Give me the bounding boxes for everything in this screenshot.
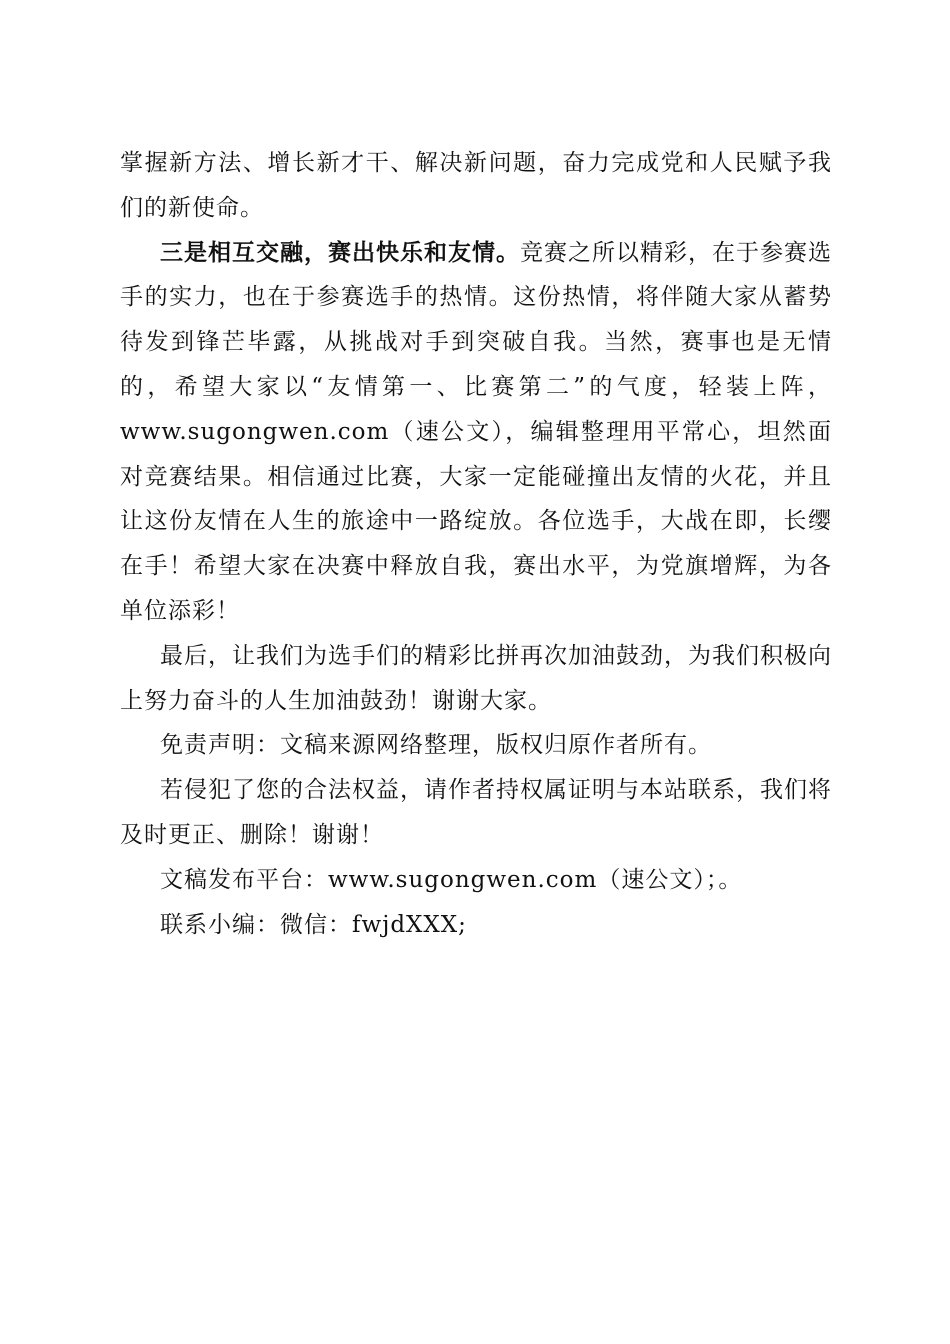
paragraph-publish-platform — [120, 858, 832, 903]
paragraph-text: 最后，让我们为选手们的精彩比拼再次加油鼓劲，为我们积极向上努力奋斗的人生加油鼓劲！谢谢大家。 — [120, 642, 832, 714]
paragraph-point-three — [120, 231, 832, 634]
paragraph-text: 竞赛之所以精彩，在于参赛选手的实力，也在于参赛选手的热情。这份热情，将伴随大家从蓄势待发到锋芒毕露，从挑战对手到突破自我。当然，赛事也是无情的，希望大家以“友情第一、比赛第二”的气度，轻装上阵，www.sugongwen.com（速公文），编辑整理用平常心，坦然面对竞赛结果。相信通过比赛，大家一定能碰撞出友情的火花，并且让这份友情在人生的旅途中一路绽放。各位选手，大战在即，长缨在手！希望大家在决赛中释放自我，赛出水平，为党旗增辉，为各单位添彩！ — [120, 239, 832, 624]
paragraph-text: 联系小编：微信：fwjdXXX; — [160, 911, 467, 938]
paragraph-continuation — [120, 141, 832, 231]
paragraph-text: 掌握新方法、增长新才干、解决新问题，奋力完成党和人民赋予我们的新使命。 — [120, 150, 832, 221]
paragraph-text: 文稿发布平台：www.sugongwen.com（速公文）；。 — [160, 866, 743, 893]
paragraph-contact — [120, 903, 832, 948]
paragraph-text: 若侵犯了您的合法权益，请作者持权属证明与本站联系，我们将及时更正、删除！谢谢！ — [120, 777, 832, 848]
document-body — [120, 141, 832, 947]
paragraph-disclaimer — [120, 723, 832, 768]
paragraph-text: 免责声明：文稿来源网络整理，版权归原作者所有。 — [160, 732, 712, 759]
paragraph-closing — [120, 634, 832, 724]
paragraph-infringement-notice — [120, 768, 832, 858]
paragraph-heading: 三是相互交融，赛出快乐和友情。 — [160, 238, 520, 266]
